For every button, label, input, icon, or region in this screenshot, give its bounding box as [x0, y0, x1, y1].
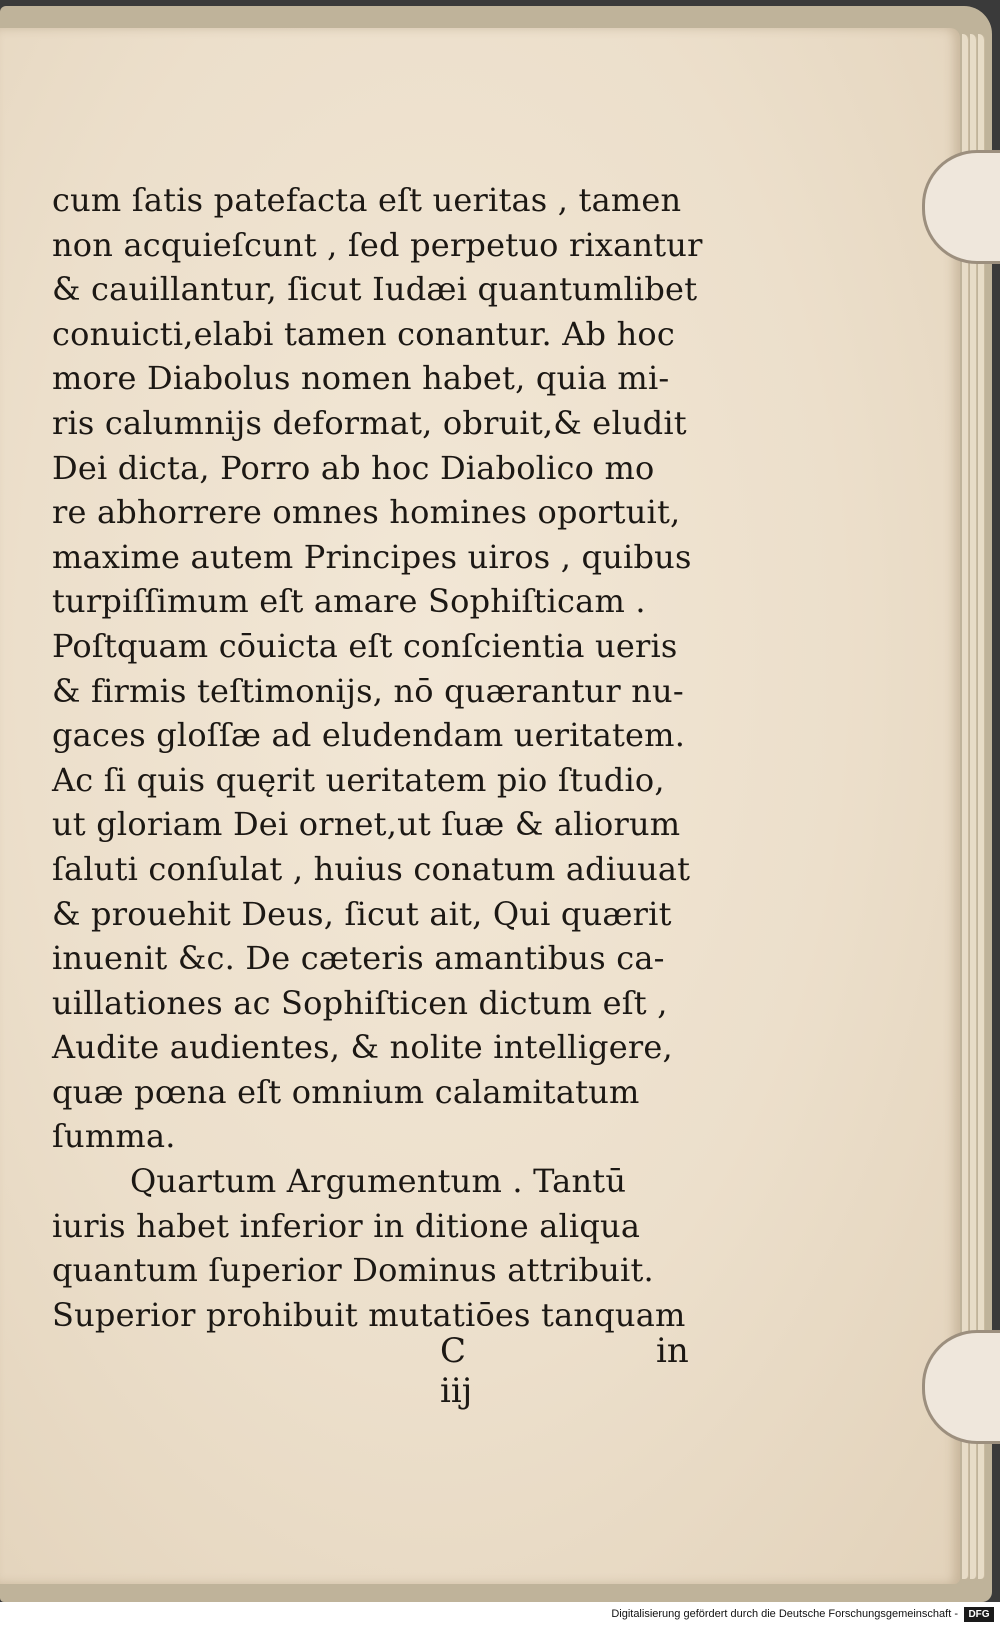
digitization-footer — [0, 1602, 1000, 1629]
text-line: Dei dicta, Porro ab hoc Diabolico mo — [52, 448, 655, 487]
text-line: Audite audientes, & nolite intelligere, — [52, 1028, 673, 1067]
text-line: & cauillantur, ſicut Iudæi quantumlibet — [52, 270, 698, 309]
page-body-text — [52, 178, 732, 1337]
text-line: gaces gloſſæ ad eludendam ueritatem. — [52, 716, 686, 755]
text-line: ſumma. — [52, 1117, 176, 1156]
catchword: in — [656, 1331, 689, 1371]
text-line: quæ pœna eſt omnium calamitatum — [52, 1072, 640, 1111]
book-page — [0, 28, 960, 1584]
text-line: ſaluti conſulat , huius conatum adiuuat — [52, 849, 691, 888]
text-line: turpiſſimum eſt amare Sophiſticam . — [52, 582, 646, 621]
text-line: non acquieſcunt , ſed perpetuo rixantur — [52, 225, 703, 264]
text-line: & firmis teſtimonijs, nō quærantur nu- — [52, 671, 684, 710]
text-line: iuris habet inferior in ditione aliqua — [52, 1206, 641, 1245]
text-line: conuicti,elabi tamen conantur. Ab hoc — [52, 314, 676, 353]
text-line: more Diabolus nomen habet, quia mi- — [52, 359, 670, 398]
text-line: Ac ſi quis quęrit ueritatem pio ſtudio, — [52, 760, 665, 799]
text-line: re abhorrere omnes homines oportuit, — [52, 493, 681, 532]
dfg-logo: DFG — [964, 1607, 994, 1622]
text-line: quantum ſuperior Dominus attribuit. — [52, 1251, 654, 1290]
text-line: Poſtquam cōuicta eſt conſcientia ueris — [52, 626, 678, 665]
text-line: Quartum Argumentum . Tantū — [130, 1162, 627, 1201]
text-line: cum ſatis patefacta eſt ueritas , tamen — [52, 181, 682, 219]
text-line: ut gloriam Dei ornet,ut ſuæ & aliorum — [52, 805, 681, 844]
text-line: & prouehit Deus, ſicut ait, Qui quærit — [52, 894, 672, 933]
text-line: ris calumnijs deformat, obruit,& eludit — [52, 403, 687, 442]
text-line: Superior prohibuit mutatiōes tanquam — [52, 1295, 686, 1334]
text-line: inuenit &c. De cæteris amantibus ca- — [52, 939, 665, 978]
text-line: maxime autem Principes uiros , quibus — [52, 537, 692, 576]
text-line: uillationes ac Sophiſticen dictum eſt , — [52, 983, 668, 1022]
digitization-credit: Digitalisierung gefördert durch die Deutsche Forschungsgemeinschaft - — [611, 1608, 958, 1620]
signature-mark: C iij — [440, 1331, 473, 1411]
